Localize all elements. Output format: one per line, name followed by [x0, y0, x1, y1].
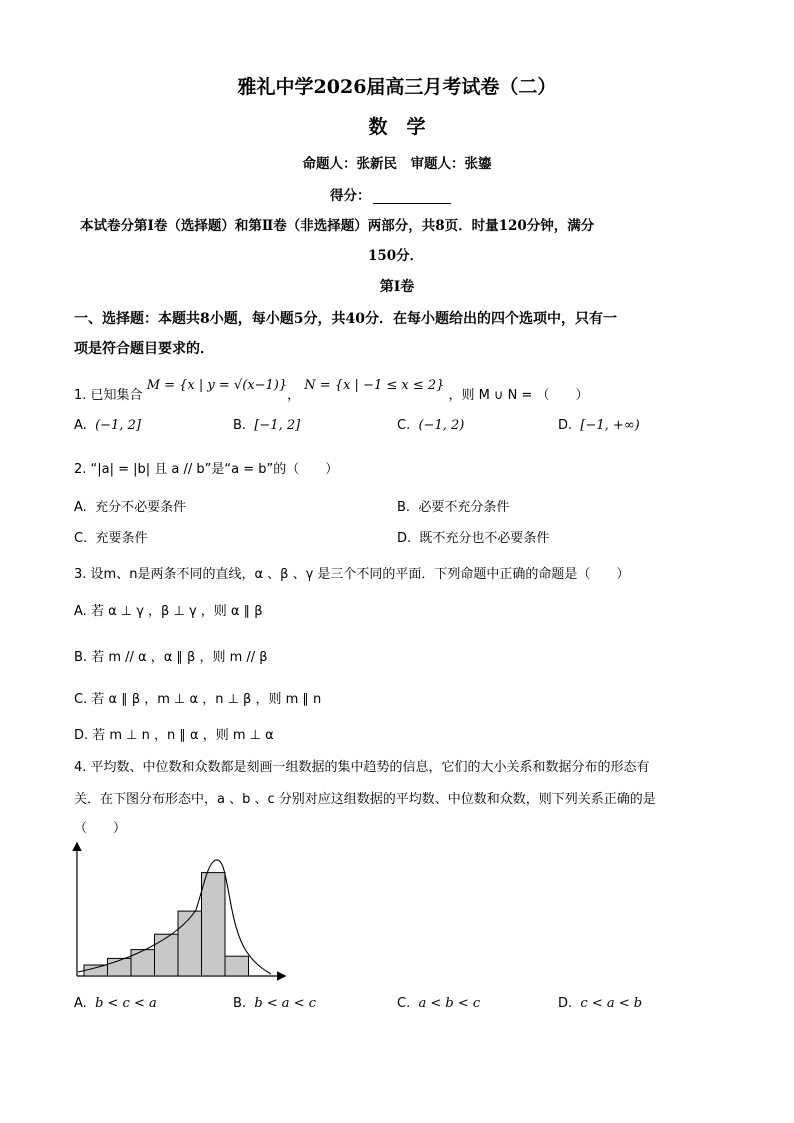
q1-set-m: M = {x | y = √(x−1)} [146, 378, 288, 393]
q3-option-d: D. 若 m ⊥ n ，n ∥ α ，则 m ⊥ α [74, 728, 274, 743]
histogram-bar [131, 950, 155, 976]
q3-option-b: B. 若 m // α ，α ∥ β ，则 m // β [74, 650, 268, 665]
q4-option-c: C. a < b < c [397, 996, 481, 1011]
q3-option-c: C. 若 α ∥ β ，m ⊥ α ，n ⊥ β ，则 m ∥ n [74, 692, 322, 707]
q2-option-c: C. 充要条件 [74, 531, 148, 546]
subject-title: 数 学 [368, 116, 426, 138]
intro-line-2: 150分． [368, 248, 424, 264]
q1-option-d: D. [−1, +∞) [558, 418, 640, 433]
q2-option-d: D. 既不充分也不必要条件 [397, 531, 550, 546]
histogram-bar [178, 911, 202, 976]
q1-suffix: ，则 M ∪ N = （ ） [448, 388, 589, 403]
q3-stem: 3. 设m、n是两条不同的直线，α 、β 、γ 是三个不同的平面．下列命题中正确的命题是（ ） [74, 567, 630, 582]
q2-option-a: A. 充分不必要条件 [74, 500, 187, 515]
histogram-bar [84, 965, 108, 976]
score-blank [373, 190, 451, 204]
section1-line-1: 一、选择题：本题共8小题，每小题5分，共40分．在每小题给出的四个选项中，只有一 [74, 311, 617, 327]
q4-line-2: 关．在下图分布形态中，a 、b 、c 分别对应这组数据的平均数、中位数和众数，则下列关系正确的是 [74, 792, 656, 807]
q1-set-n: N = {x | −1 ≤ x ≤ 2} [304, 378, 445, 393]
section1-line-2: 项是符合题目要求的． [74, 341, 214, 357]
authors-line: 命题人：张新民 审题人：张鎏 [302, 156, 492, 172]
q4-option-b: B. b < a < c [233, 996, 316, 1011]
histogram-bar [225, 956, 249, 976]
histogram-bar [155, 934, 179, 976]
q1-option-a: A. (−1, 2] [74, 418, 141, 433]
exam-title: 雅礼中学2026届高三月考试卷（二） [237, 76, 557, 98]
q1-prefix: 1. 已知集合 [74, 388, 143, 403]
q1-option-c: C. (−1, 2) [397, 418, 465, 433]
score-field [330, 184, 451, 204]
score-label: 得分： [330, 188, 371, 204]
distribution-histogram [66, 840, 296, 990]
histogram-bar [202, 873, 226, 976]
part1-title: 第Ⅰ卷 [379, 279, 415, 295]
q1-stem [74, 378, 589, 403]
q2-option-b: B. 必要不充分条件 [397, 500, 510, 515]
intro-line-1: 本试卷分第Ⅰ卷（选择题）和第Ⅱ卷（非选择题）两部分，共8页．时量120分钟，满分 [80, 218, 595, 234]
q1-comma: ， [287, 388, 301, 403]
q4-line-1: 4. 平均数、中位数和众数都是刻画一组数据的集中趋势的信息，它们的大小关系和数据分布的形态有 [74, 760, 650, 775]
q4-option-a: A. b < c < a [74, 996, 157, 1011]
q4-option-d: D. c < a < b [558, 996, 643, 1011]
q3-option-a: A. 若 α ⊥ γ ，β ⊥ γ ，则 α ∥ β [74, 604, 263, 619]
q2-stem: 2. “|a| = |b| 且 a // b”是“a = b”的（ ） [74, 462, 339, 477]
q4-line-3: （ ） [74, 821, 127, 836]
q1-option-b: B. [−1, 2] [233, 418, 301, 433]
